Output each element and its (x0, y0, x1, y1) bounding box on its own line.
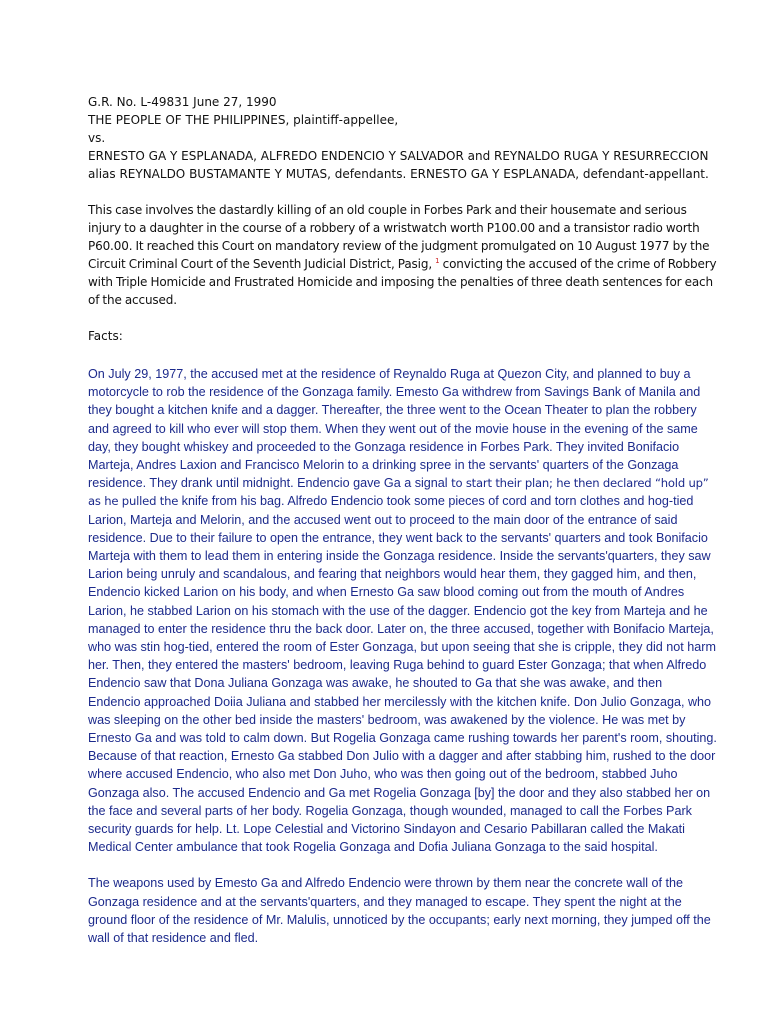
intro-text-before: This case involves the dastardly killing of an old couple in Forbes Park and their housemate and serious injury to a daughter in the course of a robbery of a wristwatch worth P100.00 and a transistor radio worth P60.00. It reached this Court on mandatory review of the judgment promulgated on 10 August 1977 by the Circuit Criminal Court of the Seventh Judicial District, Pasig, (88, 203, 710, 271)
versus-line: vs. (88, 131, 106, 145)
facts-p1-part2: knife from his bag. Alfredo Endencio took some pieces of cord and torn clothes and hog-tied Larion, Marteja and Melorin, and the accused went out to proceed to the main door of the entrance of said residence. Due to their failure to open the entrance, they went back to the servants' quarters and took Bonifacio Marteja with them to lead them in entering inside the Gonzaga residence. Inside the servants'quarters, they saw Larion being unruly and scandalous, and fearing that neighbors would hear them, they gagged him, and then, Endencio kicked Larion on his body, and when Ernesto Ga saw blood coming out from the mouth of Andres Larion, he stabbed Larion on his stomach with the use of the dagger. Endencio got the key from Marteja and he managed to enter the residence thru the back door. Later on, the three accused, together with Bonifacio Marteja, who was stin hog-tied, entered the room of Ester Gonzaga, but upon seeing that she is cripple, they did not harm her. Then, they entered the masters' bedroom, leaving Ruga behind to guard Ester Gonzaga; that when Alfredo Endencio saw that Dona Juliana Gonzaga was awake, he shouted to Ga that she was awake, and then Endencio approached Doiia Juliana and stabbed her mercilessly with the kitchen knife. Don Julio Gonzaga, who was sleeping on the other bed inside the masters' bedroom, was awakened by the violence. He was met by Ernesto Ga and was told to calm down. But Rogelia Gonzaga came rushing towards her parent's room, shouting. Because of that reaction, Ernesto Ga stabbed Don Julio with a dagger and after stabbing him, rushed to the door where accused Endencio, who also met Don Juho, who was then going out of the bedroom, stabbed Juho Gonzaga also. The accused Endencio and Ga met Rogelia Gonzaga [by] the door and they also stabbed her on the face and several parts of her body. Rogelia Gonzaga, though wounded, managed to call the Forbes Park security guards for help. Lt. Lope Celestial and Victorino Sindayon and Cesario Pabillaran called the Makati Medical Center ambulance that took Rogelia Gonzaga and Dofia Juliana Gonzaga to the said hospital. (88, 494, 717, 855)
facts-p1-part1: On July 29, 1977, the accused met at the residence of Reynaldo Ruga at Quezon City, and planned to buy a motorcycle to rob the residence of the Gonzaga family. Emesto Ga withdrew from Savings Bank of Manila and they bought a kitchen knife and a dagger. Thereafter, the three went to the Ocean Theater to plan the robbery and agreed to kill who ever will stop them. When they went out of the movie house in the evening of the same day, they bought whiskey and proceeded to the Gonzaga residence in Forbes Park. They invited Bonifacio Marteja, Andres Laxion and Francisco Melorin to a drinking spree in the servants' quarters of the Gonzaga residence. They drank until midnight. Endencio gave Ga a signal (88, 367, 701, 491)
spacer (88, 183, 718, 201)
spacer (88, 345, 718, 365)
footnote-link[interactable]: 1 (435, 257, 440, 265)
case-header (88, 93, 718, 183)
intro-paragraph (88, 201, 718, 309)
defendants-line-1: ERNESTO GA Y ESPLANADA, ALFREDO ENDENCIO Y SALVADOR and REYNALDO RUGA Y RESURRECCION (88, 149, 709, 163)
facts-heading: Facts: (88, 329, 123, 343)
case-citation: G.R. No. L-49831 June 27, 1990 (88, 95, 277, 109)
facts-p1-fragment: to start their plan; he then declared “hold up” as he pulled the (88, 476, 709, 509)
facts-paragraph-2: The weapons used by Emesto Ga and Alfredo Endencio were thrown by them near the concrete wall of the Gonzaga residence and at the servants'quarters, and they managed to escape. They spent the night at the ground floor of the residence of Mr. Malulis, unnoticed by the occupants; early next morning, they jumped off the wall of that residence and fled. (88, 876, 711, 946)
spacer (88, 309, 718, 327)
facts-paragraph-1 (88, 365, 718, 856)
document-body (88, 93, 718, 947)
spacer (88, 856, 718, 874)
defendants-line-2: alias REYNALDO BUSTAMANTE Y MUTAS, defendants. ERNESTO GA Y ESPLANADA, defendant-appellant. (88, 167, 709, 181)
plaintiff-line: THE PEOPLE OF THE PHILIPPINES, plaintiff-appellee, (88, 113, 399, 127)
intro-text-after: convicting the accused of the crime of Robbery with Triple Homicide and Frustrated Homicide and imposing the penalties of three death sentences for each of the accused. (88, 257, 717, 307)
